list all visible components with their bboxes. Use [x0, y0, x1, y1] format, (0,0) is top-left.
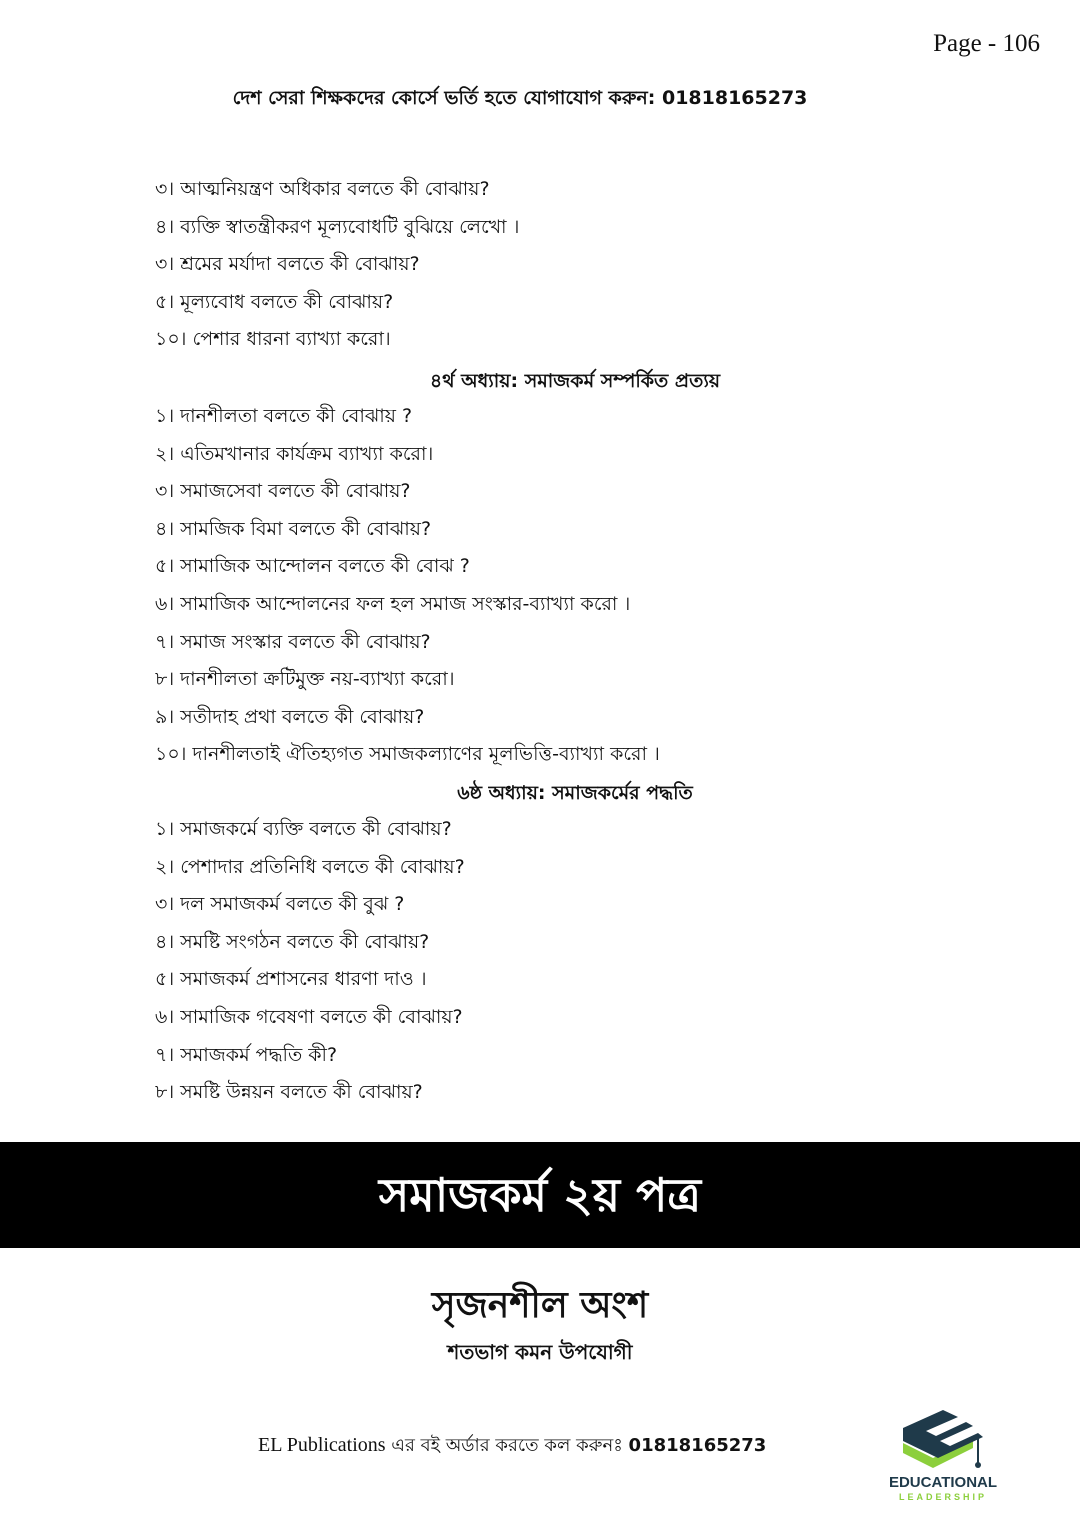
question-item: ২। এতিমখানার কার্যক্রম ব্যাখ্যা করো। [155, 442, 434, 465]
footer-ad [258, 1431, 766, 1462]
question-item: ৪। সামজিক বিমা বলতে কী বোঝায়? [155, 517, 432, 540]
question-item: ১। সমাজকর্মে ব্যক্তি বলতে কী বোঝায়? [155, 818, 452, 840]
question-item: ২। পেশাদার প্রতিনিধি বলতে কী বোঝায়? [155, 855, 465, 878]
footer-brand: EL Publications [258, 1434, 386, 1456]
educational-leadership-logo [878, 1408, 1008, 1504]
question-item: ৫। সামাজিক আন্দোলন বলতে কী বোঝ ? [155, 555, 470, 578]
question-item: ৫। সমাজকর্ম প্রশাসনের ধারণা দাও । [155, 968, 427, 991]
question-item: ১০। পেশার ধারনা ব্যাখ্যা করো। [155, 328, 391, 351]
chapter-heading: ৪র্থ অধ্যায়: সমাজকর্ম সম্পর্কিত প্রত্যয় [429, 370, 721, 392]
footer-text: এর বই অর্ডার করতে কল করুনঃ [385, 1435, 629, 1456]
section-title: সৃজনশীল অংশ [431, 1285, 649, 1326]
question-item: ৬। সামাজিক গবেষণা বলতে কী বোঝায়? [155, 1006, 463, 1028]
chapter-heading: ৬ষ্ঠ অধ্যায়: সমাজকর্মের পদ্ধতি [457, 782, 693, 804]
question-item: ১। দানশীলতা বলতে কী বোঝায় ? [155, 405, 413, 427]
logo-line1: EDUCATIONAL [888, 1474, 998, 1491]
question-item: ৬। সামাজিক আন্দোলনের ফল হল সমাজ সংস্কার-ব্যাখ্যা করো । [155, 593, 631, 615]
subject-banner: সমাজকর্ম ২য় পত্র [0, 1142, 1080, 1248]
question-item: ৭। সমাজকর্ম পদ্ধতি কী? [155, 1043, 338, 1066]
question-item: ৩। আত্মনিয়ন্ত্রণ অধিকার বলতে কী বোঝায়? [155, 178, 490, 200]
question-item: ৭। সমাজ সংস্কার বলতে কী বোঝায়? [155, 630, 431, 653]
graduation-cap-e-icon [878, 1408, 1008, 1474]
question-item: ১০। দানশীলতাই ঐতিহ্যগত সমাজকল্যাণের মূলভিত্তি-ব্যাখ্যা করো । [155, 743, 660, 766]
question-item: ৫। মূল্যবোধ বলতে কী বোঝায়? [155, 290, 394, 313]
question-item: ৪। ব্যক্তি স্বাতন্ত্রীকরণ মূল্যবোধটি বুঝিয়ে লেখো । [155, 215, 520, 238]
question-item: ৩। সমাজসেবা বলতে কী বোঝায়? [155, 480, 411, 503]
top-notice: দেশ সেরা শিক্ষকদের কোর্সে ভর্তি হতে যোগাযোগ করুন: 01818165273 [232, 87, 808, 109]
question-item: ৩। শ্রমের মর্যাদা বলতে কী বোঝায়? [155, 253, 420, 276]
question-item: ৯। সতীদাহ প্রথা বলতে কী বোঝায়? [155, 705, 425, 728]
footer-phone: 01818165273 [628, 1435, 767, 1456]
logo-line2: LEADERSHIP [898, 1492, 987, 1502]
question-item: ৮। সমষ্টি উন্নয়ন বলতে কী বোঝায়? [155, 1081, 423, 1104]
question-item: ৩। দল সমাজকর্ম বলতে কী বুঝ ? [155, 893, 405, 916]
question-item: ৪। সমষ্টি সংগঠন বলতে কী বোঝায়? [155, 930, 430, 953]
section-subtitle: শতভাগ কমন উপযোগী [447, 1340, 633, 1364]
page-number: Page - 106 [933, 30, 1040, 57]
question-item: ৮। দানশীলতা ক্রটিমুক্ত নয়-ব্যাখ্যা করো। [155, 668, 455, 691]
